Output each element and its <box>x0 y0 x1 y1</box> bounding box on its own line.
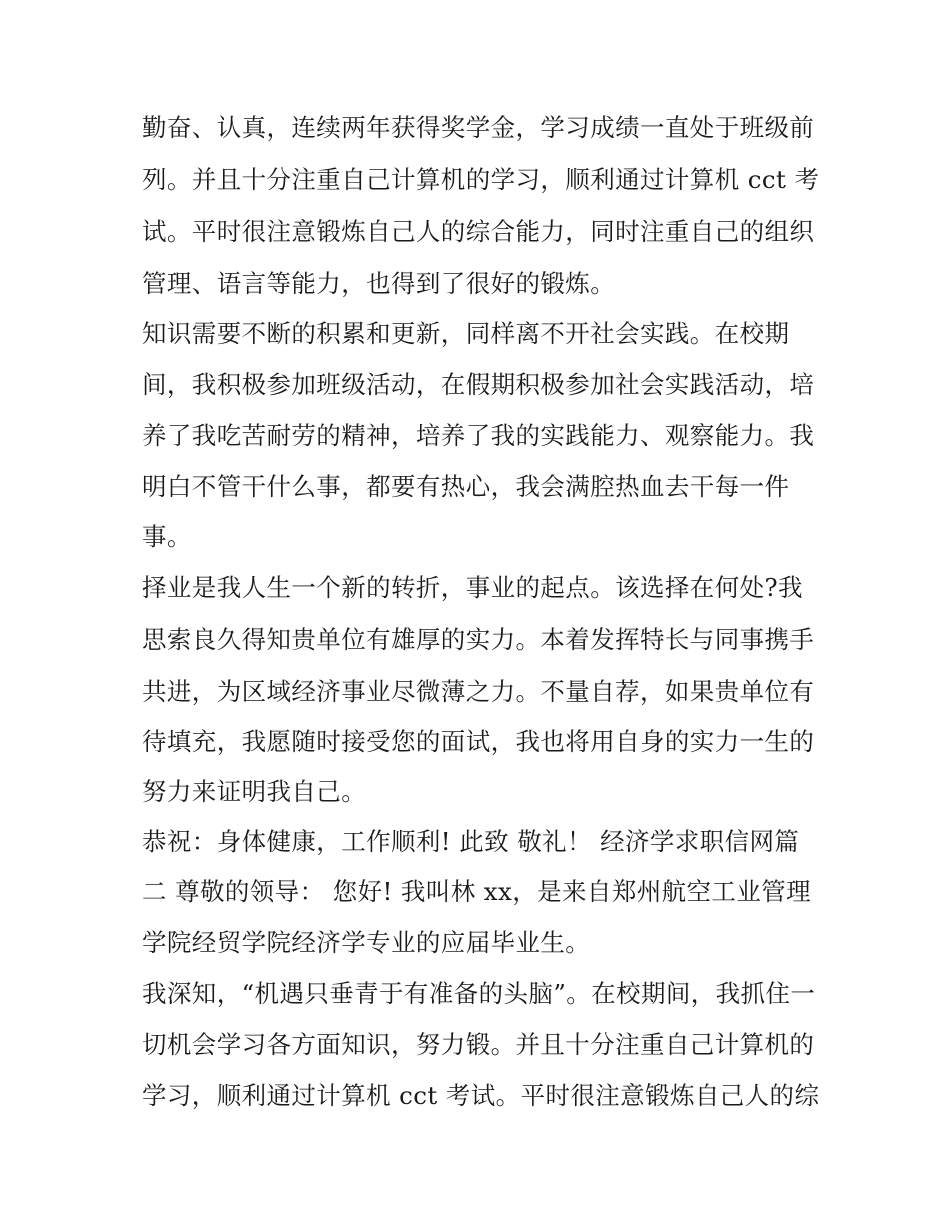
text-line: 共进，为区域经济事业尽微薄之力。不量自荐，如果贵单位有 <box>142 677 815 706</box>
text-line: 管理、语言等能力，也得到了很好的锻炼。 <box>142 269 616 298</box>
text-line: 恭祝：身体健康，工作顺利! 此致 敬礼！ 经济学求职信网篇 <box>142 827 800 856</box>
text-line: 二 尊敬的领导： 您好! 我叫林 xx，是来自郑州航空工业管理 <box>142 877 812 906</box>
text-line: 知识需要不断的积累和更新，同样离不开社会实践。在校期 <box>142 319 790 348</box>
text-line: 学院经贸学院经济学专业的应届毕业生。 <box>142 928 591 957</box>
text-line: 努力来证明我自己。 <box>142 777 367 806</box>
text-line: 列。并且十分注重自己计算机的学习，顺利通过计算机 cct 考 <box>142 165 820 194</box>
text-line: 学习，顺利通过计算机 cct 考试。平时很注意锻炼自己人的综 <box>142 1081 820 1110</box>
text-line: 待填充，我愿随时接受您的面试，我也将用自身的实力一生的 <box>142 727 815 756</box>
text-line: 我深知，“机遇只垂青于有准备的头脑”。在校期间，我抓住一 <box>142 979 816 1008</box>
text-line: 择业是我人生一个新的转折，事业的起点。该选择在何处?我 <box>142 573 803 602</box>
text-line: 思索良久得知贵单位有雄厚的实力。本着发挥特长与同事携手 <box>142 625 815 654</box>
text-line: 事。 <box>142 522 192 551</box>
text-line: 明白不管干什么事，都要有热心，我会满腔热血去干每一件 <box>142 472 790 501</box>
text-line: 养了我吃苦耐劳的精神，培养了我的实践能力、观察能力。我 <box>142 421 815 450</box>
text-line: 勤奋、认真，连续两年获得奖学金，学习成绩一直处于班级前 <box>142 113 815 142</box>
text-line: 间，我积极参加班级活动，在假期积极参加社会实践活动，培 <box>142 370 815 399</box>
text-line: 试。平时很注意锻炼自己人的综合能力，同时注重自己的组织 <box>142 217 815 246</box>
text-line: 切机会学习各方面知识，努力锻。并且十分注重自己计算机的 <box>142 1030 815 1059</box>
